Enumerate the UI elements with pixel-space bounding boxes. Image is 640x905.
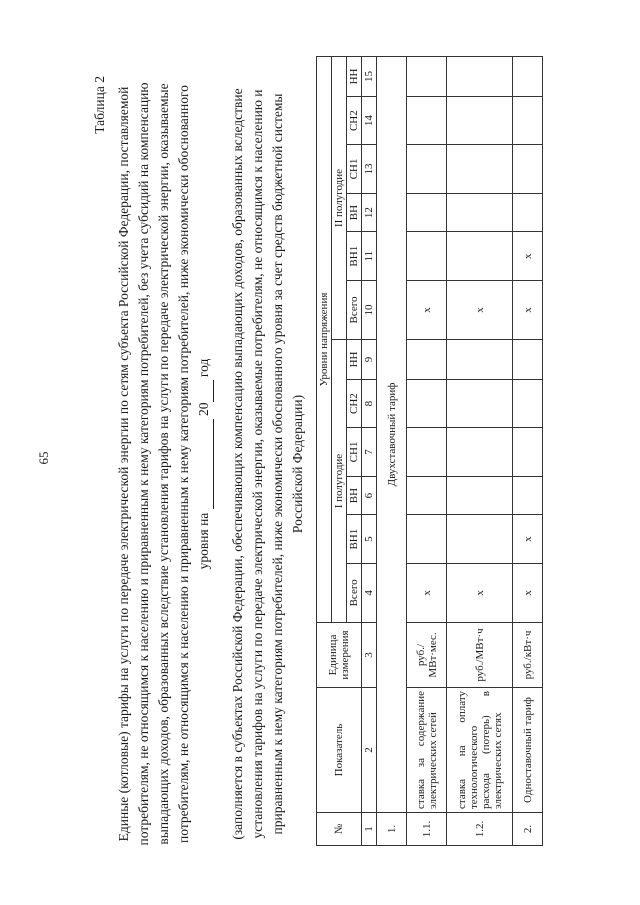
cell (407, 379, 447, 427)
rotated-page-content (88, 54, 534, 874)
cell: х (513, 563, 543, 622)
cell (513, 340, 543, 380)
cell: х (513, 515, 543, 563)
row-indicator: Одноставочный тариф (513, 688, 543, 813)
header-sub: ВН (347, 476, 362, 515)
row-section-title: Двухставочный тариф (377, 57, 407, 813)
cell (513, 428, 543, 476)
header-row-1 (317, 57, 332, 846)
table-row (513, 57, 543, 846)
row-indicator: ставка на оплату технологического расхода (потерь) в электрических сетях (447, 688, 513, 813)
row-indicator: ставка за содержание электрических сетей (407, 688, 447, 813)
date-blank (199, 419, 214, 509)
header-sub: НН (347, 57, 362, 97)
cell (407, 340, 447, 380)
header-sub: НН (347, 340, 362, 380)
col-number: 11 (362, 232, 377, 280)
row-num: 2. (513, 813, 543, 846)
header-unit: Единица измерения (317, 623, 362, 688)
cell (407, 232, 447, 280)
cell (447, 515, 513, 563)
cell (513, 379, 543, 427)
table-row (447, 57, 513, 846)
title-year-prefix: 20 (196, 402, 211, 416)
cell: х (407, 280, 447, 339)
cell: х (447, 280, 513, 339)
cell (407, 428, 447, 476)
cell (447, 340, 513, 380)
cell: х (513, 232, 543, 280)
header-sub: Всего (347, 280, 362, 339)
col-number: 1 (362, 813, 377, 846)
cell (407, 515, 447, 563)
header-voltage-levels: Уровни напряжения (317, 57, 332, 623)
cell (447, 57, 513, 97)
row-num: 1.2. (447, 813, 513, 846)
table-label: Таблица 2 (92, 76, 107, 134)
col-number: 13 (362, 145, 377, 193)
cell (513, 145, 543, 193)
cell (407, 57, 447, 97)
col-number: 10 (362, 280, 377, 339)
row-num: 1.1. (407, 813, 447, 846)
header-sub: СН1 (347, 145, 362, 193)
cell (447, 193, 513, 232)
header-indicator: Показатель (317, 688, 362, 813)
row-unit: руб./МВт·ч (447, 623, 513, 688)
cell (513, 476, 543, 515)
cell (513, 57, 543, 97)
row-num: 1. (377, 813, 407, 846)
col-number: 7 (362, 428, 377, 476)
col-number: 4 (362, 563, 377, 622)
col-number: 15 (362, 57, 377, 97)
header-half-2: II полугодие (332, 57, 347, 340)
col-number: 5 (362, 515, 377, 563)
col-number: 8 (362, 379, 377, 427)
title-year-word: год (196, 358, 211, 378)
column-number-row (362, 57, 377, 846)
table-row (377, 57, 407, 846)
cell (407, 96, 447, 144)
title-text: Единые (котловые) тарифы на услуги по передаче электрической энергии по сетям субъекта Российской Федерации, поставляемой потребителям, не относящимся к населению и приравненным к нему категориям потребителей, без учета субсидий на компенсацию выпадающих доходов, образованных вследствие установления тарифов на услуги по передаче электрической энергии, оказываемые потребителям, не относящимся к населению и приравненным к нему категориям потребителей, ниже экономически обоснованного уровня на (116, 82, 211, 846)
table-row (407, 57, 447, 846)
header-sub: СН2 (347, 379, 362, 427)
cell (513, 96, 543, 144)
cell (407, 145, 447, 193)
header-sub: СН2 (347, 96, 362, 144)
col-number: 2 (362, 688, 377, 813)
cell (447, 379, 513, 427)
header-sub: ВН1 (347, 232, 362, 280)
col-number: 3 (362, 623, 377, 688)
cell (407, 193, 447, 232)
document-title (114, 64, 214, 864)
cell (447, 145, 513, 193)
page-number: 65 (36, 451, 51, 465)
tariff-table (316, 56, 543, 846)
col-number: 6 (362, 476, 377, 515)
header-sub: ВН1 (347, 515, 362, 563)
cell (447, 96, 513, 144)
cell (447, 232, 513, 280)
cell (447, 476, 513, 515)
header-num: № (317, 813, 362, 846)
header-sub: ВН (347, 193, 362, 232)
cell: х (407, 563, 447, 622)
fill-note: (заполняется в субъектах Российской Федерации, обеспечивающих компенсацию выпадающих доходов, образованных вследствие установления тарифов на услуги по передаче электрической энергии, оказываемые потребителям, не относящимся к населению и приравненным к нему категориям потребителей, ниже экономически обоснованного уровня за счет средств бюджетной системы Российской Федерации) (230, 88, 305, 840)
col-number: 14 (362, 96, 377, 144)
header-sub: СН1 (347, 428, 362, 476)
row-unit: руб./МВт·мес. (407, 623, 447, 688)
col-number: 12 (362, 193, 377, 232)
cell: х (447, 563, 513, 622)
header-half-1: I полугодие (332, 340, 347, 623)
col-number: 9 (362, 340, 377, 380)
year-blank (199, 380, 214, 402)
header-sub: Всего (347, 563, 362, 622)
row-unit: руб./кВт·ч (513, 623, 543, 688)
cell: х (513, 280, 543, 339)
cell (407, 476, 447, 515)
cell (513, 193, 543, 232)
cell (447, 428, 513, 476)
